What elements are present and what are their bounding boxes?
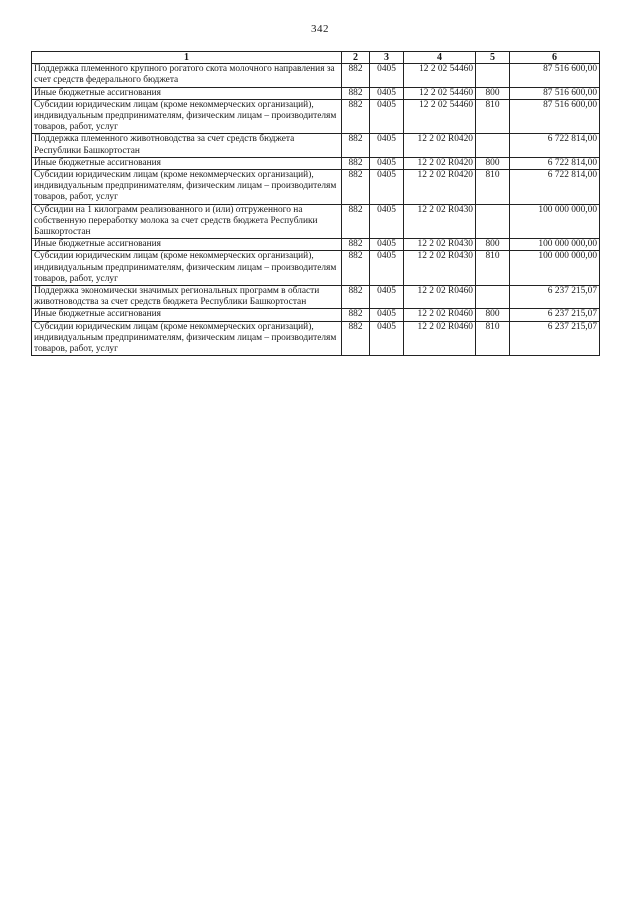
cell-name: Поддержка племенного животноводства за счет средств бюджета Республики Башкортостан <box>32 134 342 157</box>
table-row <box>32 157 600 169</box>
cell-amount: 100 000 000,00 <box>510 251 600 286</box>
cell-article: 12 2 02 R0420 <box>404 157 476 169</box>
table-row <box>32 251 600 286</box>
cell-name: Субсидии на 1 килограмм реализованного и (или) отгруженного на собственную переработку молока за счет средств бюджета Республики Башкортостан <box>32 204 342 239</box>
cell-expense-type <box>476 64 510 87</box>
cell-code: 882 <box>342 251 370 286</box>
column-header: 4 <box>404 52 476 64</box>
cell-amount: 6 237 215,07 <box>510 309 600 321</box>
cell-amount: 87 516 600,00 <box>510 87 600 99</box>
cell-amount: 6 237 215,07 <box>510 321 600 356</box>
table-row <box>32 99 600 134</box>
cell-article: 12 2 02 R0430 <box>404 204 476 239</box>
cell-name: Поддержка племенного крупного рогатого скота молочного направления за счет средств федерального бюджета <box>32 64 342 87</box>
table-row <box>32 309 600 321</box>
cell-section: 0405 <box>370 134 404 157</box>
table-row <box>32 170 600 205</box>
cell-article: 12 2 02 R0460 <box>404 321 476 356</box>
cell-expense-type: 800 <box>476 157 510 169</box>
cell-code: 882 <box>342 309 370 321</box>
column-header: 1 <box>32 52 342 64</box>
cell-amount: 6 722 814,00 <box>510 170 600 205</box>
cell-expense-type: 810 <box>476 99 510 134</box>
cell-expense-type: 810 <box>476 321 510 356</box>
cell-expense-type <box>476 286 510 309</box>
cell-section: 0405 <box>370 321 404 356</box>
cell-name: Иные бюджетные ассигнования <box>32 157 342 169</box>
cell-article: 12 2 02 R0460 <box>404 309 476 321</box>
cell-article: 12 2 02 R0430 <box>404 239 476 251</box>
page-number: 342 <box>311 23 329 35</box>
cell-section: 0405 <box>370 204 404 239</box>
cell-section: 0405 <box>370 170 404 205</box>
cell-amount: 87 516 600,00 <box>510 64 600 87</box>
cell-name: Субсидии юридическим лицам (кроме некоммерческих организаций), индивидуальным предпринимателям, физическим лицам – производителям товаров, работ, услуг <box>32 170 342 205</box>
cell-name: Субсидии юридическим лицам (кроме некоммерческих организаций), индивидуальным предпринимателям, физическим лицам – производителям товаров, работ, услуг <box>32 321 342 356</box>
cell-code: 882 <box>342 64 370 87</box>
cell-expense-type <box>476 134 510 157</box>
cell-article: 12 2 02 54460 <box>404 87 476 99</box>
cell-amount: 6 237 215,07 <box>510 286 600 309</box>
cell-code: 882 <box>342 286 370 309</box>
cell-code: 882 <box>342 170 370 205</box>
cell-section: 0405 <box>370 251 404 286</box>
cell-article: 12 2 02 54460 <box>404 64 476 87</box>
cell-name: Субсидии юридическим лицам (кроме некоммерческих организаций), индивидуальным предпринимателям, физическим лицам – производителям товаров, работ, услуг <box>32 99 342 134</box>
cell-article: 12 2 02 R0460 <box>404 286 476 309</box>
table-row <box>32 239 600 251</box>
cell-expense-type: 810 <box>476 251 510 286</box>
cell-name: Иные бюджетные ассигнования <box>32 309 342 321</box>
cell-amount: 6 722 814,00 <box>510 134 600 157</box>
table-row <box>32 321 600 356</box>
cell-name: Субсидии юридическим лицам (кроме некоммерческих организаций), индивидуальным предпринимателям, физическим лицам – производителям товаров, работ, услуг <box>32 251 342 286</box>
cell-expense-type: 800 <box>476 87 510 99</box>
cell-article: 12 2 02 R0420 <box>404 170 476 205</box>
column-header: 3 <box>370 52 404 64</box>
cell-expense-type: 810 <box>476 170 510 205</box>
cell-section: 0405 <box>370 87 404 99</box>
table-body <box>32 64 600 356</box>
column-header: 6 <box>510 52 600 64</box>
cell-code: 882 <box>342 87 370 99</box>
cell-amount: 100 000 000,00 <box>510 204 600 239</box>
cell-section: 0405 <box>370 64 404 87</box>
cell-name: Поддержка экономически значимых региональных программ в области животноводства за счет средств бюджета Республики Башкортостан <box>32 286 342 309</box>
table-row <box>32 204 600 239</box>
cell-code: 882 <box>342 134 370 157</box>
table-row <box>32 64 600 87</box>
cell-article: 12 2 02 54460 <box>404 99 476 134</box>
cell-code: 882 <box>342 321 370 356</box>
cell-code: 882 <box>342 157 370 169</box>
cell-amount: 100 000 000,00 <box>510 239 600 251</box>
column-header: 2 <box>342 52 370 64</box>
cell-article: 12 2 02 R0420 <box>404 134 476 157</box>
cell-section: 0405 <box>370 99 404 134</box>
cell-section: 0405 <box>370 157 404 169</box>
cell-expense-type: 800 <box>476 239 510 251</box>
table-row <box>32 87 600 99</box>
cell-expense-type <box>476 204 510 239</box>
cell-amount: 6 722 814,00 <box>510 157 600 169</box>
cell-amount: 87 516 600,00 <box>510 99 600 134</box>
cell-code: 882 <box>342 99 370 134</box>
cell-section: 0405 <box>370 309 404 321</box>
cell-code: 882 <box>342 204 370 239</box>
cell-name: Иные бюджетные ассигнования <box>32 239 342 251</box>
table-row <box>32 134 600 157</box>
cell-expense-type: 800 <box>476 309 510 321</box>
cell-section: 0405 <box>370 239 404 251</box>
table-row <box>32 286 600 309</box>
table-header-row <box>32 52 600 64</box>
cell-section: 0405 <box>370 286 404 309</box>
cell-article: 12 2 02 R0430 <box>404 251 476 286</box>
budget-table <box>31 51 600 356</box>
cell-name: Иные бюджетные ассигнования <box>32 87 342 99</box>
cell-code: 882 <box>342 239 370 251</box>
column-header: 5 <box>476 52 510 64</box>
